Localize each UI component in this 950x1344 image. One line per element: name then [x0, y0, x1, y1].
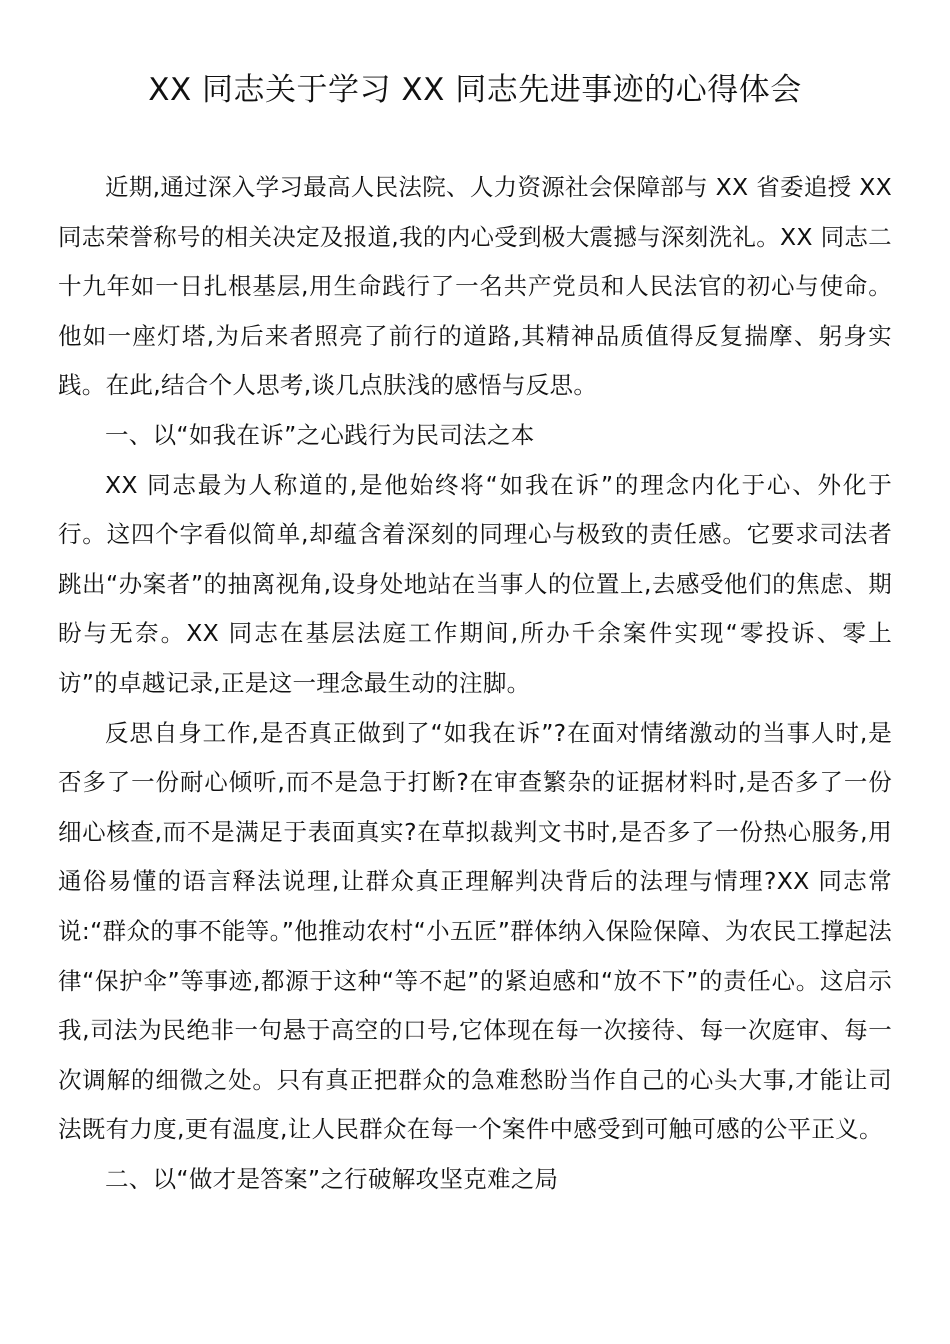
paragraph-section1-1: XX 同志最为人称道的,是他始终将“如我在诉”的理念内化于心、外化于行。这四个字看似简单,却蕴含着深刻的同理心与极致的责任感。它要求司法者跳出“办案者”的抽离视角,设身处地站在当事人的位置上,去感受他们的焦虑、期盼与无奈。XX 同志在基层法庭工作期间,所办千余案件实现“零投诉、零上访”的卓越记录,正是这一理念最生动的注脚。 — [58, 470, 892, 697]
paragraph-intro: 近期,通过深入学习最高人民法院、人力资源社会保障部与 XX 省委追授 XX 同志荣誉称号的相关决定及报道,我的内心受到极大震撼与深刻洗礼。XX 同志二十九年如一日扎根基层,用生命践行了一名共产党员和人民法官的初心与使命。他如一座灯塔,为后来者照亮了前行的道路,其精神品质值得反复揣摩、躬身实践。在此,结合个人思考,谈几点肤浅的感悟与反思。 — [58, 173, 892, 400]
document-title: XX 同志关于学习 XX 同志先进事迹的心得体会 — [148, 72, 802, 108]
section-heading-1: 一、以“如我在诉”之心践行为民司法之本 — [105, 420, 535, 449]
document-body — [58, 163, 892, 1204]
paragraph-section1-2: 反思自身工作,是否真正做到了“如我在诉”?在面对情绪激动的当事人时,是否多了一份耐心倾听,而不是急于打断?在审查繁杂的证据材料时,是否多了一份细心核查,而不是满足于表面真实?在草拟裁判文书时,是否多了一份热心服务,用通俗易懂的语言释法说理,让群众真正理解判决背后的法理与情理?XX 同志常说:“群众的事不能等。”他推动农村“小五匠”群体纳入保险保障、为农民工撑起法律“保护伞”等事迹,都源于这种“等不起”的紧迫感和“放不下”的责任心。这启示我,司法为民绝非一句悬于高空的口号,它体现在每一次接待、每一次庭审、每一次调解的细微之处。只有真正把群众的急难愁盼当作自己的心头大事,才能让司法既有力度,更有温度,让人民群众在每一个案件中感受到可触可感的公平正义。 — [58, 718, 892, 1144]
section-heading-2: 二、以“做才是答案”之行破解攻坚克难之局 — [105, 1164, 559, 1193]
